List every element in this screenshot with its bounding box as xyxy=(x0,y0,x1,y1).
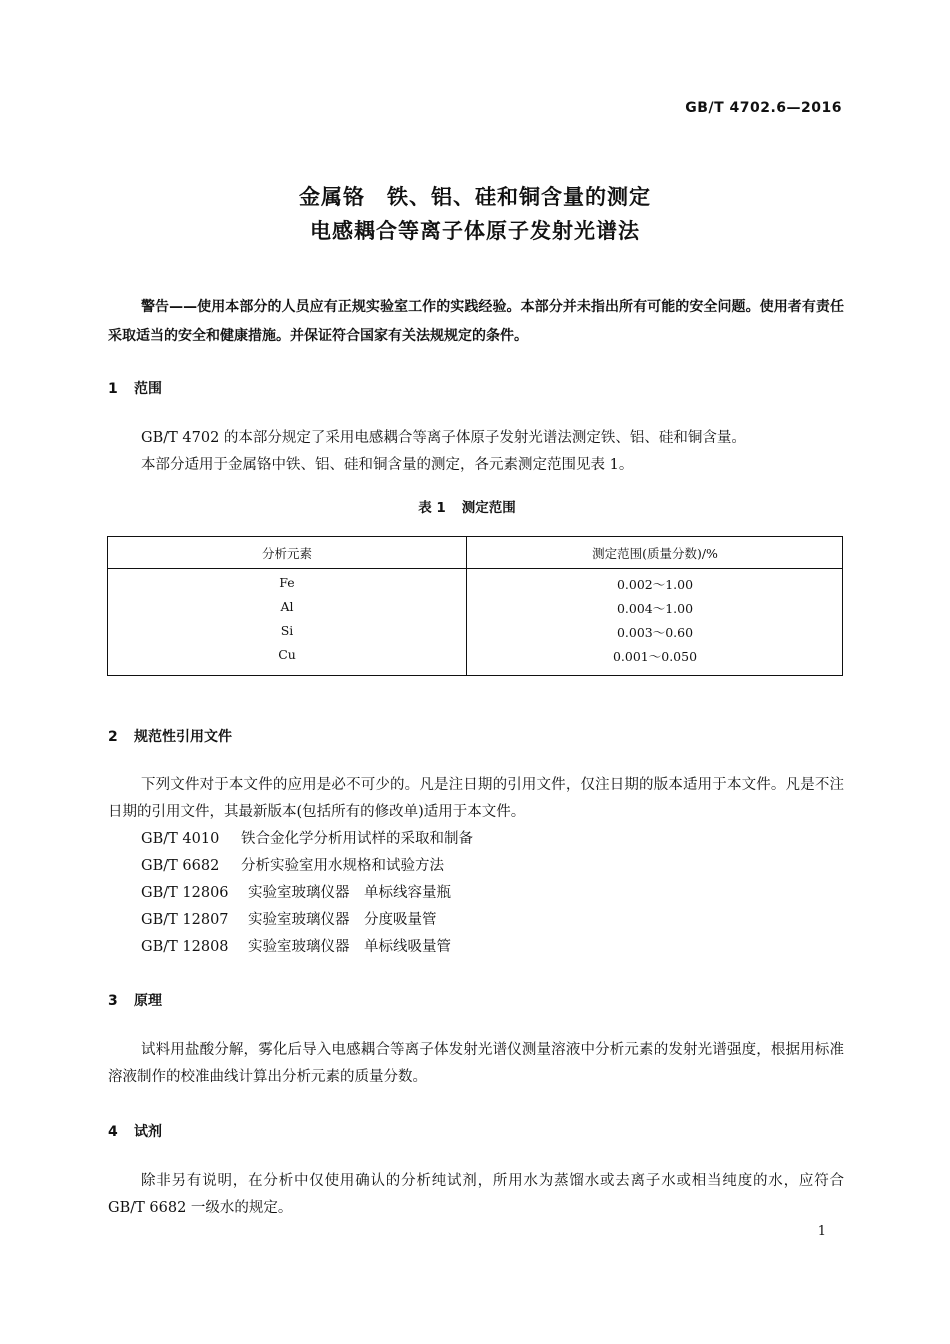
standard-code: GB/T 4702.6—2016 xyxy=(685,100,842,116)
section-number: 3 xyxy=(108,993,118,1009)
section-heading-reagents xyxy=(108,1121,162,1141)
reference-code: GB/T 6682 xyxy=(141,858,220,874)
title-line-2: 电感耦合等离子体原子发射光谱法 xyxy=(310,219,640,243)
table-cell-element: Si xyxy=(280,623,294,638)
table-header-element: 分析元素 xyxy=(261,546,312,561)
table-cell-element: Al xyxy=(280,599,294,614)
references-list xyxy=(108,826,844,961)
reference-code: GB/T 12806 xyxy=(141,885,229,901)
table-cell-range: 0.004～1.00 xyxy=(616,601,694,616)
scope-line-1: GB/T 4702 的本部分规定了采用电感耦合等离子体原子发射光谱法测定铁、铝、硅和铜含量。 xyxy=(141,430,746,446)
section-title: 规范性引用文件 xyxy=(134,729,232,745)
range-table xyxy=(107,536,843,676)
title-line-1: 金属铬 铁、铝、硅和铜含量的测定 xyxy=(299,185,651,209)
reference-item xyxy=(108,826,844,853)
table-row xyxy=(108,575,842,599)
reference-item xyxy=(108,934,844,961)
section-heading-principle xyxy=(108,990,162,1010)
document-title xyxy=(0,180,950,248)
table-row xyxy=(108,623,842,647)
reference-item xyxy=(108,853,844,880)
table-caption-title: 测定范围 xyxy=(461,500,516,516)
reference-code: GB/T 4010 xyxy=(141,831,220,847)
section-heading-scope xyxy=(108,378,162,398)
references-intro: 下列文件对于本文件的应用是必不可少的。凡是注日期的引用文件，仅注日期的版本适用于本文件。凡是不注日期的引用文件，其最新版本(包括所有的修改单)适用于本文件。 xyxy=(108,777,844,820)
scope-paragraph xyxy=(108,425,844,479)
table-cell-range: 0.001～0.050 xyxy=(612,649,698,664)
reference-title: 实验室玻璃仪器 单标线吸量管 xyxy=(248,939,451,955)
table-row xyxy=(108,647,842,671)
section-title: 范围 xyxy=(134,381,162,397)
warning-paragraph: 警告——使用本部分的人员应有正规实验室工作的实践经验。本部分并未指出所有可能的安全问题。使用者有责任采取适当的安全和健康措施。并保证符合国家有关法规规定的条件。 xyxy=(108,299,844,344)
section-heading-references xyxy=(108,726,232,746)
table-header-row xyxy=(108,537,842,569)
table-cell-element: Cu xyxy=(278,647,296,662)
table-caption-number: 表 1 xyxy=(418,500,446,516)
page-number: 1 xyxy=(817,1224,826,1239)
reference-title: 铁合金化学分析用试样的采取和制备 xyxy=(241,831,473,847)
section-number: 1 xyxy=(108,381,118,397)
scope-line-2: 本部分适用于金属铬中铁、铝、硅和铜含量的测定，各元素测定范围见表 1。 xyxy=(141,457,634,473)
reagents-paragraph: 除非另有说明，在分析中仅使用确认的分析纯试剂，所用水为蒸馏水或去离子水或相当纯度的水，应符合 GB/T 6682 一级水的规定。 xyxy=(108,1173,844,1216)
principle-paragraph: 试料用盐酸分解，雾化后导入电感耦合等离子体发射光谱仪测量溶液中分析元素的发射光谱强度，根据用标准溶液制作的校准曲线计算出分析元素的质量分数。 xyxy=(108,1042,844,1085)
reference-code: GB/T 12807 xyxy=(141,912,229,928)
reference-item xyxy=(108,880,844,907)
table-row xyxy=(108,599,842,623)
table-cell-range: 0.003～0.60 xyxy=(616,625,694,640)
reference-title: 实验室玻璃仪器 分度吸量管 xyxy=(248,912,437,928)
reference-title: 分析实验室用水规格和试验方法 xyxy=(241,858,444,874)
table-cell-range: 0.002～1.00 xyxy=(616,577,694,592)
section-title: 原理 xyxy=(134,993,162,1009)
reference-code: GB/T 12808 xyxy=(141,939,229,955)
section-number: 2 xyxy=(108,729,118,745)
table-cell-element: Fe xyxy=(279,575,295,590)
table-caption xyxy=(0,496,950,516)
section-title: 试剂 xyxy=(134,1124,162,1140)
table-header-range: 测定范围(质量分数)/% xyxy=(592,546,718,561)
reference-title: 实验室玻璃仪器 单标线容量瓶 xyxy=(248,885,451,901)
section-number: 4 xyxy=(108,1124,118,1140)
reference-item xyxy=(108,907,844,934)
